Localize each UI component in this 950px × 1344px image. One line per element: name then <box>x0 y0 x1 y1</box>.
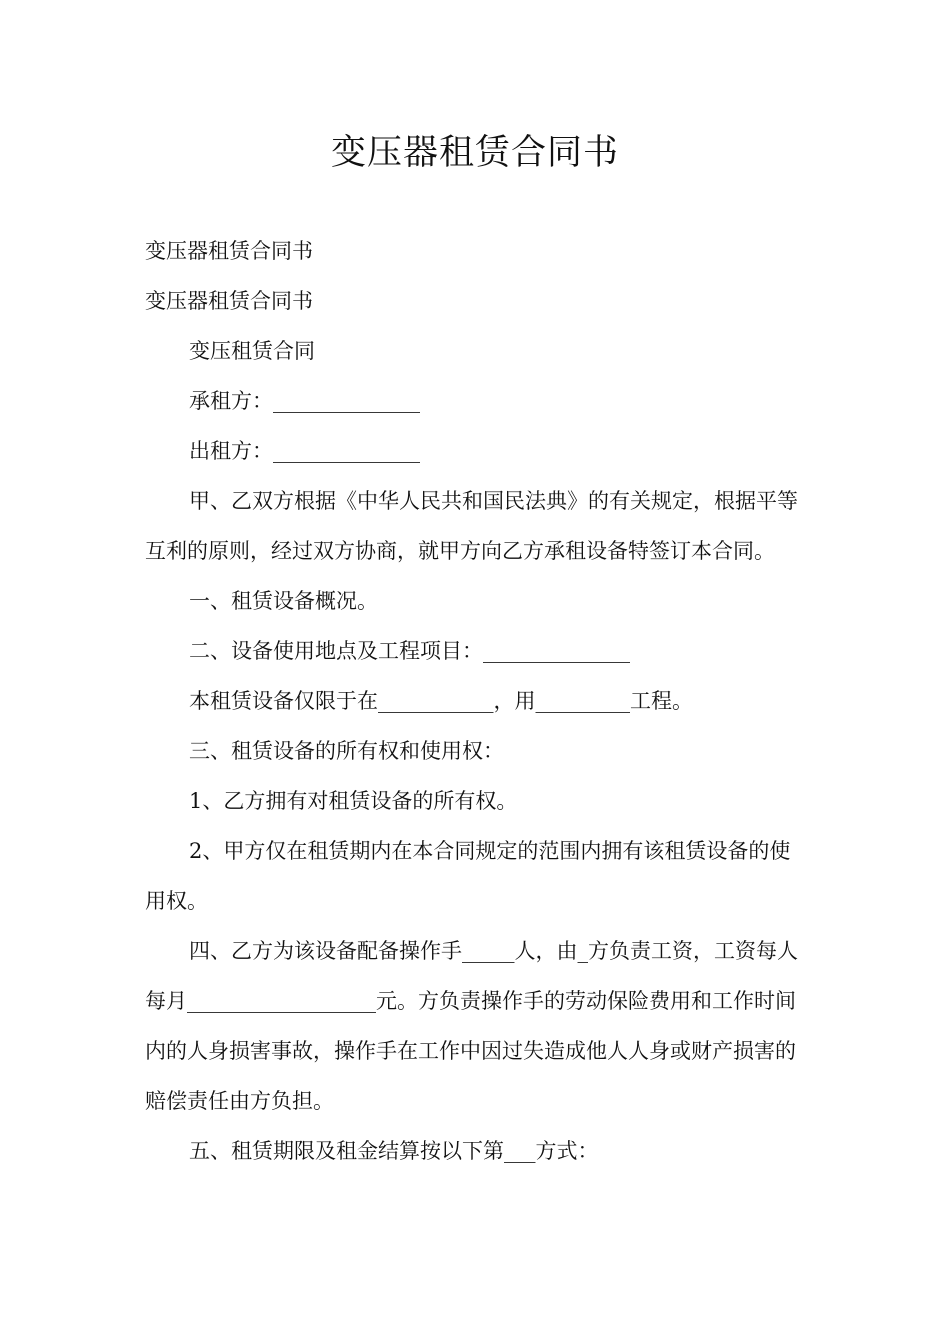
paragraph: 变压器租赁合同书 <box>145 289 313 313</box>
paragraph: 变压器租赁合同书 <box>145 239 313 263</box>
document-title: 变压器租赁合同书 <box>330 133 619 173</box>
list-item: 2、甲方仅在租赁期内在本合同规定的范围内拥有该租赁设备的使用权。 <box>145 839 791 913</box>
section-heading: 三、租赁设备的所有权和使用权： <box>189 739 504 763</box>
document-body <box>145 226 807 1176</box>
section-heading: 五、租赁期限及租金结算按以下第___方式： <box>189 1139 599 1163</box>
section-heading: 四、乙方为该设备配备操作手_____人，由_方负责工资，工资每人每月__________________元。方负责操作手的劳动保险费用和工作时间内的人身损害事故，操作手在工作中因过失造成他人人身或财产损害的赔偿责任由方负担。 <box>145 939 798 1113</box>
lessee-line: 承租方：______________ <box>189 389 420 413</box>
paragraph: 甲、乙双方根据《中华人民共和国民法典》的有关规定，根据平等互利的原则，经过双方协商，就甲方向乙方承租设备特签订本合同。 <box>145 489 798 563</box>
lessor-line: 出租方：______________ <box>189 439 420 463</box>
section-heading: 二、设备使用地点及工程项目：______________ <box>189 639 630 663</box>
list-item: 1、乙方拥有对租赁设备的所有权。 <box>189 789 518 813</box>
paragraph: 本租赁设备仅限于在___________，用_________工程。 <box>189 689 693 713</box>
section-heading: 一、租赁设备概况。 <box>189 589 378 613</box>
paragraph: 变压租赁合同 <box>189 339 315 363</box>
